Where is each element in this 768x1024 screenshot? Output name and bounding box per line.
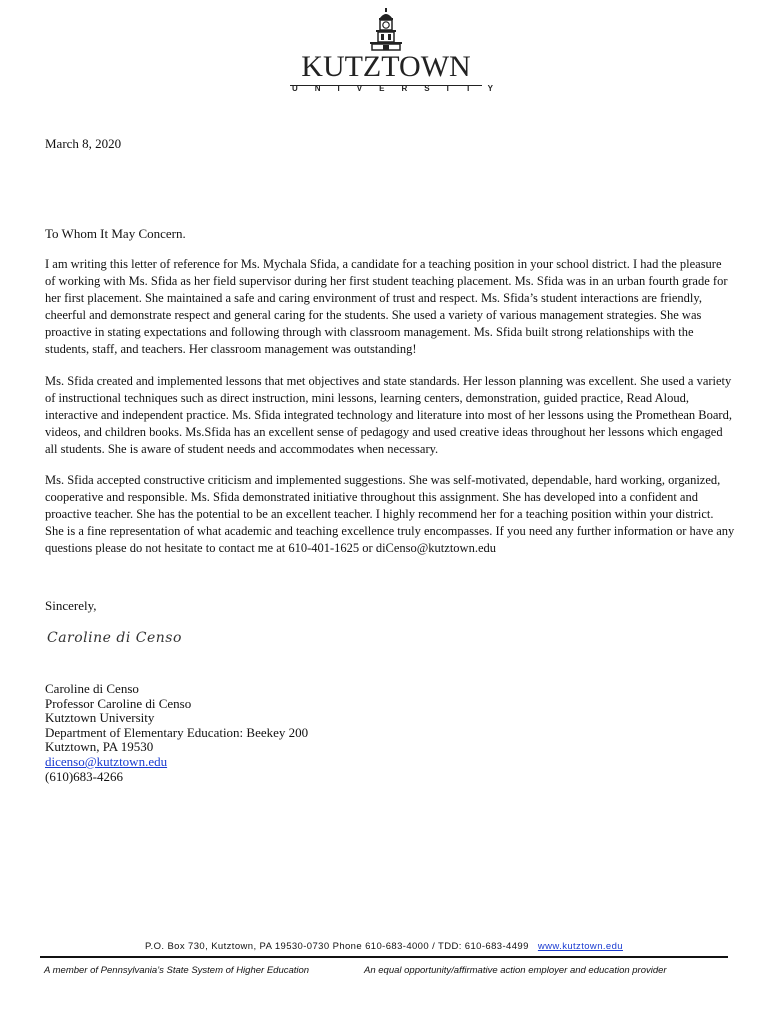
logo-wordmark: KUTZTOWN [301,50,471,83]
signer-institution: Kutztown University [45,710,155,726]
body-paragraph-2: Ms. Sfida created and implemented lessons that met objectives and state standards. Her lesson planning was excellent. She used a variety of instructional techniques such as direct instruction, mini lessons, learning centers, demonstration, guided practice, Read Aloud, interactive and independent practice. Ms. Sfida integrated technology and literature into most of her lessons using the Promethean Board, videos, and children books. Ms.Sfida has an excellent sense of pedagogy and used creative ideas throughout her lessons which engaged all students. She is aware of student needs and accommodates when necessary. [45,374,732,456]
signer-name: Caroline di Censo [45,681,139,696]
closing: Sincerely, [45,598,97,613]
footer-address [0,941,768,953]
signature-block [45,682,308,784]
footer-divider [40,956,728,958]
footer-right-note: An equal opportunity/affirmative action employer and education provider [364,965,667,976]
footer-left-note: A member of Pennsylvania’s State System of Higher Education [44,965,310,976]
body-paragraph-3: Ms. Sfida accepted constructive criticism and implemented suggestions. She was self-motivated, dependable, hard working, organized, cooperative and responsible. Ms. Sfida demonstrated initiative throughout this assignment. She has developed into a confident and proactive teacher. She has the potential to be an excellent teacher. I highly recommend her for a teaching position within your district. She is a fine representation of what academic and teaching excellence truly encompasses. If you need any further information or have any questions please do not hesitate to contact me at 610-401-1625 or diCenso@kutztown.edu [45,473,735,555]
signer-city: Kutztown, PA 19530 [45,739,154,755]
logo-subtitle: UNIVERSITY [292,84,511,93]
handwritten-signature: Caroline di Censo [47,630,182,646]
signer-title: Professor Caroline di Censo [45,695,192,711]
body-paragraph-1: I am writing this letter of reference for Ms. Mychala Sfida, a candidate for a teaching position in your school district. I had the pleasure of working with Ms. Sfida as her field supervisor during her first student teaching placement. Ms. Sfida was in an urban fourth grade for her first placement. She maintained a safe and caring environment of trust and respect. Ms. Sfida’s student interactions are friendly, cheerful and demonstrate respect and general caring for the students. She used a variety of various management strategies. She was proactive in stating expectations and following through with classroom management. Ms. Sfida built strong relationships with the students, staff, and teachers. Her classroom management was outstanding! [45,257,728,356]
signer-email-link[interactable]: dicenso@kutztown.edu [45,753,168,769]
footer-website-link[interactable]: www.kutztown.edu [537,941,623,952]
clock-tower-icon [366,8,406,52]
signer-phone: (610)683-4266 [45,768,123,784]
salutation: To Whom It May Concern. [45,226,186,241]
university-logo [290,8,511,93]
footer-address-text: P.O. Box 730, Kutztown, PA 19530-0730 Phone 610-683-4000 / TDD: 610-683-4499 [145,941,529,952]
letter-date: March 8, 2020 [45,136,122,151]
signer-department: Department of Elementary Education: Beekey 200 [45,724,309,740]
